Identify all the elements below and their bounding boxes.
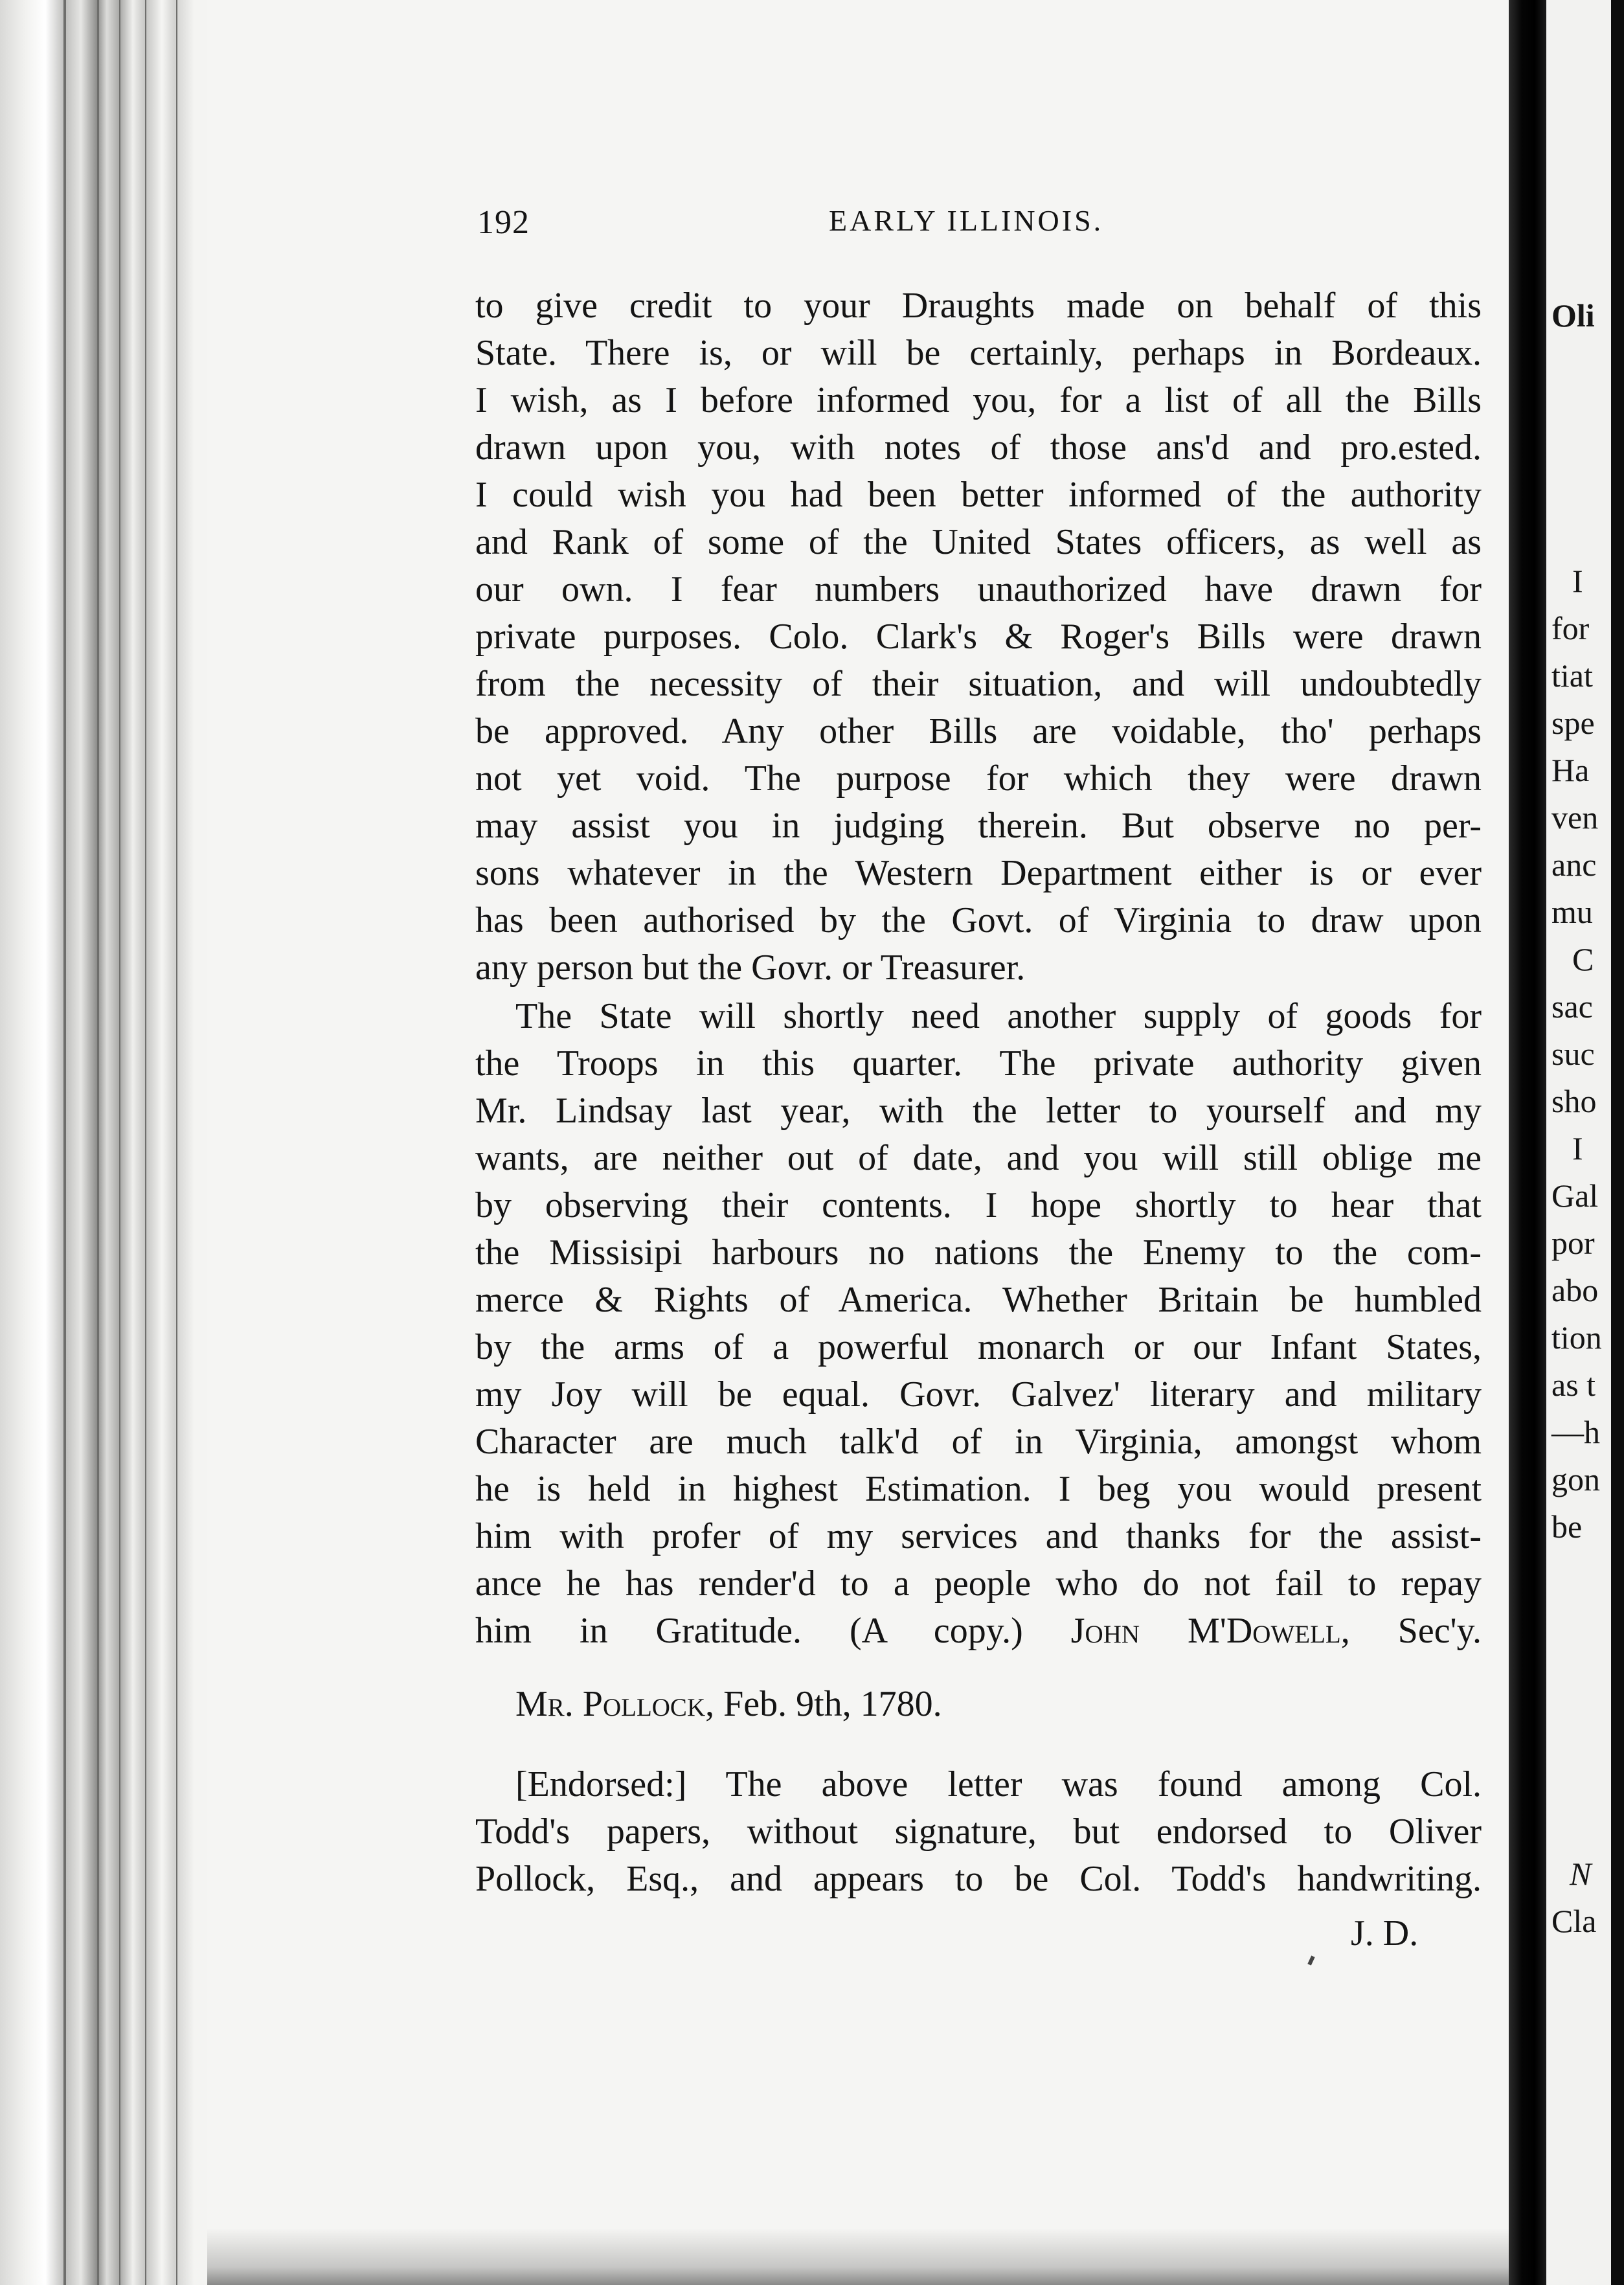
facing-page-fragment: suc <box>1551 1036 1595 1072</box>
letter-line: by observing their contents. I hope shortly to hear that <box>475 1185 1482 1225</box>
endorsement-line: Pollock, Esq., and appears to be Col. Todd's handwriting. <box>475 1859 1482 1899</box>
facing-page-fragment: anc <box>1551 847 1597 883</box>
letter-line: I could wish you had been better informed of the authority <box>475 475 1482 515</box>
letter-closing-line <box>475 1613 1482 1649</box>
page-edge-line <box>97 0 99 2285</box>
endorsement-line: [Endorsed:] The above letter was found among Col. <box>515 1764 1482 1804</box>
facing-page-fragment: sac <box>1551 988 1593 1025</box>
facing-page-fragment: gon <box>1551 1461 1600 1497</box>
letter-line: him with profer of my services and thanks for the assist- <box>475 1516 1482 1556</box>
facing-page-fragment: por <box>1551 1225 1595 1261</box>
closing-text: him in Gratitude. (A copy.) <box>475 1611 1023 1651</box>
letter-line: any person but the Govr. or Treasurer. <box>475 948 1026 988</box>
letter-line: may assist you in judging therein. But observe no per- <box>475 806 1482 846</box>
letter-line: sons whatever in the Western Department either is or ever <box>475 853 1482 893</box>
facing-page-fragment: for <box>1551 610 1590 646</box>
letter-line: Character are much talk'd of in Virginia, amongst whom <box>475 1422 1482 1462</box>
page-number: 192 <box>477 204 530 241</box>
signatory-name: John M'Dowell <box>1070 1611 1341 1651</box>
running-title: EARLY ILLINOIS. <box>829 204 1104 237</box>
facing-page-fragment: abo <box>1551 1272 1599 1308</box>
facing-page-fragment: Cla <box>1551 1903 1597 1939</box>
letter-line: by the arms of a powerful monarch or our Infant States, <box>475 1327 1482 1367</box>
facing-page-fragment: Oli <box>1551 297 1595 334</box>
signatory <box>1071 1611 1482 1651</box>
facing-page-fragment: be <box>1551 1508 1583 1545</box>
letter-line: I wish, as I before informed you, for a list of all the Bills <box>475 380 1482 420</box>
letter-line: merce & Rights of America. Whether Britain be humbled <box>475 1280 1482 1320</box>
letter-line: our own. I fear numbers unauthorized have drawn for <box>475 569 1482 609</box>
addressee-line <box>515 1686 942 1722</box>
letter-line: not yet void. The purpose for which they were drawn <box>475 758 1482 799</box>
facing-page-fragment: sho <box>1551 1083 1597 1119</box>
page-edge-line <box>145 0 146 2285</box>
facing-page-fragment: C <box>1572 941 1594 977</box>
letter-line: drawn upon you, with notes of those ans'd and pro.ested. <box>475 427 1482 468</box>
letter-line: and Rank of some of the United States officers, as well as <box>475 522 1482 562</box>
facing-page-fragment: I <box>1572 563 1583 599</box>
facing-page-fragment: Ha <box>1551 752 1590 788</box>
letter-line: to give credit to your Draughts made on behalf of this <box>475 286 1482 326</box>
book-gutter <box>1509 0 1546 2285</box>
letter-line: ance he has render'd to a people who do not fail to repay <box>475 1563 1482 1604</box>
facing-page-fragment: N <box>1570 1856 1592 1892</box>
letter-line: private purposes. Colo. Clark's & Roger's Bills were drawn <box>475 617 1482 657</box>
binding-edge <box>0 0 207 2285</box>
letter-line: be approved. Any other Bills are voidable, tho' perhaps <box>475 711 1482 751</box>
facing-page-fragment: I <box>1572 1130 1583 1166</box>
facing-page-fragment: tion <box>1551 1319 1602 1356</box>
page-edge-line <box>63 0 66 2285</box>
facing-page-fragment: mu <box>1551 894 1593 930</box>
letter-line: wants, are neither out of date, and you will still oblige me <box>475 1138 1482 1178</box>
letter-line: The State will shortly need another supply of goods for <box>515 996 1482 1036</box>
addressee-name: Mr. Pollock <box>515 1684 706 1724</box>
facing-page-fragment: as t <box>1551 1367 1596 1403</box>
letter-line: State. There is, or will be certainly, perhaps in Bordeaux. <box>475 333 1482 373</box>
page-edge-line <box>119 0 120 2285</box>
endorsement-initials: J. D. <box>1351 1913 1419 1953</box>
facing-page-edge <box>1611 0 1624 2285</box>
addressee-date: , Feb. 9th, 1780. <box>705 1684 942 1724</box>
letter-line: from the necessity of their situation, and will undoubtedly <box>475 664 1482 704</box>
page-edge-line <box>176 0 177 2285</box>
signatory-title: , Sec'y. <box>1340 1611 1482 1651</box>
facing-page-fragment: —h <box>1551 1414 1600 1450</box>
letter-line: the Missisipi harbours no nations the Enemy to the com- <box>475 1233 1482 1273</box>
facing-page-fragment: Gal <box>1551 1177 1599 1214</box>
letter-line: he is held in highest Estimation. I beg you would present <box>475 1469 1482 1509</box>
letter-line: has been authorised by the Govt. of Virginia to draw upon <box>475 900 1482 940</box>
page-bottom-shadow <box>207 2228 1509 2285</box>
endorsement-line: Todd's papers, without signature, but endorsed to Oliver <box>475 1812 1482 1852</box>
facing-page-fragment: ven <box>1551 799 1599 836</box>
letter-line: the Troops in this quarter. The private authority given <box>475 1043 1482 1084</box>
letter-line: Mr. Lindsay last year, with the letter to yourself and my <box>475 1091 1482 1131</box>
facing-page-fragment: spe <box>1551 705 1595 741</box>
facing-page-fragment: tiat <box>1551 657 1593 694</box>
letter-line: my Joy will be equal. Govr. Galvez' literary and military <box>475 1374 1482 1415</box>
